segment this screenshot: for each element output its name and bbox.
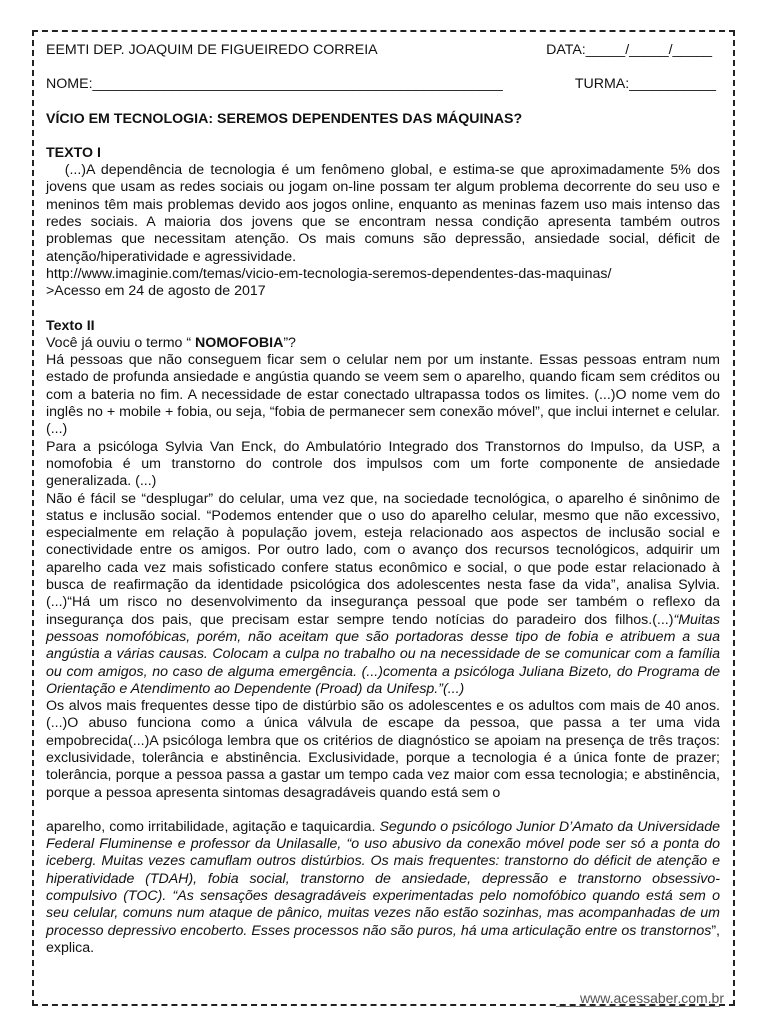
paragraph-3-normal: Não é fácil se “desplugar” do celular, uma vez que, na sociedade tecnológica, o aparelho é sinônimo de status e inclusão social. “Podemos entender que o uso do aparelho celular, mesmo que não excessivo, especialmente em relação à população jovem, esteja relacionado aos aspectos de inclusão social e conectividade entre os amigos. Por outro lado, com o avanço dos recursos tecnológicos, adquirir um aparelho cada vez mais sofisticado confere status econômico e social, o que pode estar relacionado à busca de reafirmação da identidade psicológica dos adolescentes nesta fase da vida”, analisa Sylvia. (...)“Há um risco no desenvolvimento da insegurança pessoal que pode ser também o reflexo da insegurança dos pais, que precisam estar sempre tendo notícias do paradeiro dos filhos.(...) [46,490,720,628]
texto2-heading: Texto II [46,317,95,334]
texto2-paragraph-2: Para a psicóloga Sylvia Van Enck, do Ambulatório Integrado dos Transtornos do Impulso, da USP, a nomofobia é um transtorno do controle dos impulsos com um forte componente de ansiedade generalizada. (...) [46,438,720,490]
texto1-heading: TEXTO I [46,144,101,161]
paragraph-5-end: ”, explica. [46,922,720,956]
nomofobia-term: NOMOFOBIA [195,334,284,351]
name-field: NOME:____________________________________________________ [46,76,503,93]
footer-rule [556,1006,720,1007]
texto2-paragraph-5 [46,819,720,957]
header-row-name [46,76,720,93]
texto1-body: (...)A dependência de tecnologia é um fenômeno global, e estima-se que aproximadamente 5% dos jovens que usam as redes sociais ou jogam on-line possam ter algum problema decorrente do seu uso e meninos têm mais problemas devido aos jogos online, enquanto as meninas fazem uso mais intenso das redes sociais. A maioria dos jovens que se encontram nessa condição apresenta também outros problemas que necessitam atenção. Os mais comuns são depressão, ansiedade social, déficit de atenção/hiperatividade e agressividade. [46,162,724,265]
texto1-access: >Acesso em 24 de agosto de 2017 [46,283,266,300]
texto2-paragraph-4: Os alvos mais frequentes desse tipo de distúrbio são os adolescentes e os adultos com mais de 40 anos. (...)O abuso funciona como a única válvula de escape da pessoa, que passa a ter uma vida empobrecida(...)A psicóloga lembra que os critérios de diagnóstico se apoiam na presença de três traços: exclusividade, tolerância e abstinência. Exclusividade, porque a tecnologia é a única fonte de prazer; tolerância, porque a pessoa passa a gastar um tempo cada vez maior com essa tecnologia; e abstinência, porque a pessoa apresenta sintomas desagradáveis quando está sem o [46,698,720,801]
texto1-url: http://www.imaginie.com/temas/vicio-em-tecnologia-seremos-dependentes-das-maquinas/ [46,265,612,282]
school-name: EEMTI DEP. JOAQUIM DE FIGUEIREDO CORREIA [46,42,378,58]
header-row-school [46,42,720,59]
paragraph-5-normal: aparelho, como irritabilidade, agitação e taquicardia. [46,818,380,835]
paragraph-5-italic: Segundo o psicólogo Junior D’Amato da Universidade Federal Fluminense e professor da Unilasalle, “o uso abusivo da conexão móvel pode ser só a ponta do iceberg. Muitas vezes camuflam outros distúrbios. Os mais frequentes: transtorno do déficit de atenção e hiperatividade (TDAH), fobia social, transtorno de ansiedade, depressão e transtorno obsessivo-compulsivo (TOC). “As sensações desagradáveis experimentadas pelo nomofóbico quando está sem o seu celular, comuns num ataque de pânico, muitas vezes não estão sozinhas, mas acompanhadas de um processo depressivo encoberto. Esses processos não são puros, há uma articulação entre os transtornos [46,818,720,939]
class-field: TURMA:___________ [574,76,716,93]
worksheet-content [46,42,724,957]
texto2-paragraph-1: Há pessoas que não conseguem ficar sem o celular nem por um instante. Essas pessoas entram num estado de profunda ansiedade e angústia quando se veem sem o aparelho, quando ficam sem créditos ou com a bateria no fim. A necessidade de estar conectado ultrapassa todos os limites. (...)O nome vem do inglês no + mobile + fobia, ou seja, “fobia de permanecer sem conexão móvel”, que inclui internet e celular.(...) [46,352,720,438]
date-field: DATA:_____/_____/_____ [546,42,712,58]
page-title: VÍCIO EM TECNOLOGIA: SEREMOS DEPENDENTES DAS MÁQUINAS? [46,110,523,127]
paragraph-3-italic: “Muitas pessoas nomofóbicas, porém, não aceitam que são portadoras desse tipo de fobia e atribuem a sua angústia a várias causas. Colocam a culpa no trabalho ou na necessidade de se comunicar com a família ou com amigos, no caso de alguma emergência. (...)comenta a psicóloga Juliana Bizeto, do Programa de Orientação e Atendimento ao Dependente (Proad) da Unifesp.”(...) [46,611,720,697]
texto2-paragraph-3 [46,491,720,699]
texto2-question [46,335,720,352]
question-pre: Você já ouviu o termo “ [46,334,196,351]
footer-site: www.acessaber.com.br [580,990,724,1006]
question-post: ”? [283,334,296,351]
